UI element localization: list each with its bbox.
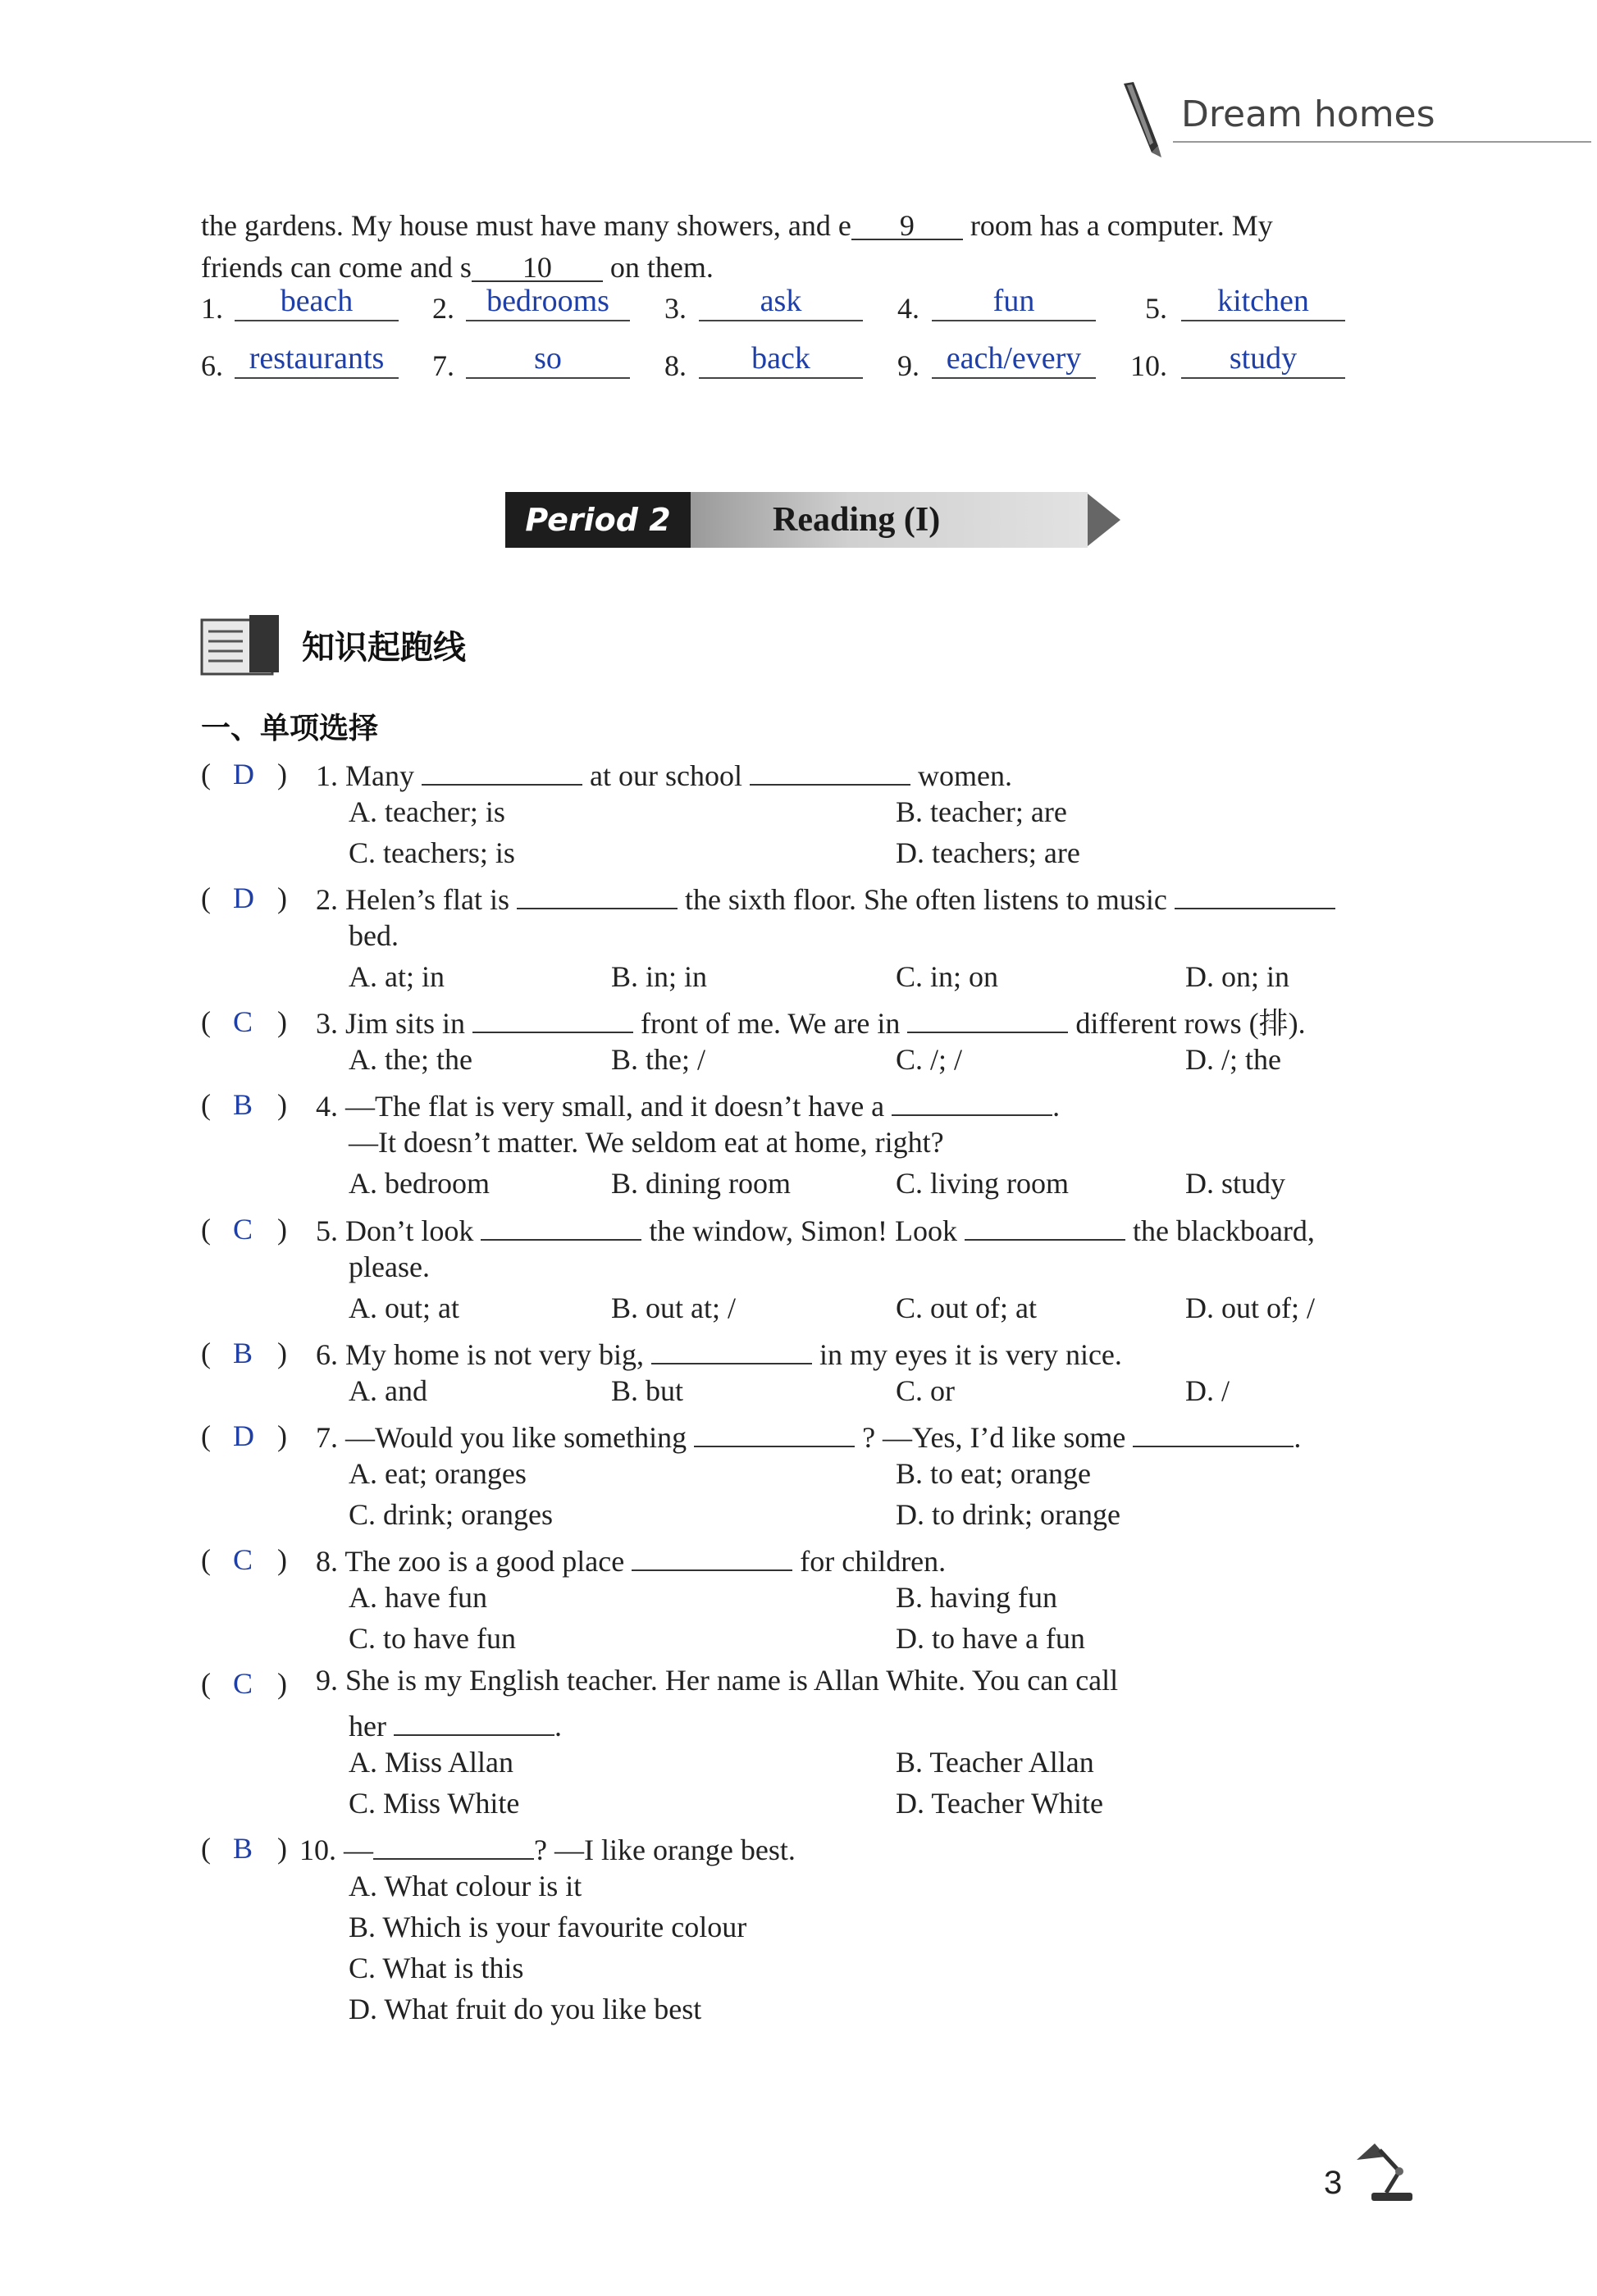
answer-number: 8. — [664, 349, 687, 382]
option: A. Miss Allan — [349, 1746, 514, 1779]
option: B. out at; / — [611, 1292, 736, 1324]
answer-letter: D — [233, 758, 254, 790]
answer-letter: D — [233, 1419, 254, 1452]
question-continuation: —It doesn’t matter. We seldom eat at home, right? — [349, 1126, 944, 1159]
pen-icon — [1116, 80, 1165, 163]
answer-letter: C — [233, 1543, 253, 1576]
question-continuation: please. — [349, 1250, 430, 1283]
option: C. or — [896, 1374, 955, 1407]
passage-text: on them. — [609, 251, 714, 284]
passage-blank-9: 9 — [851, 206, 963, 240]
option: D. What fruit do you like best — [349, 1993, 702, 2025]
question-number: 5. — [316, 1214, 338, 1247]
option: B. Teacher Allan — [896, 1746, 1094, 1779]
answer-blank: study — [1181, 339, 1345, 379]
answer-number: 5. — [1145, 292, 1167, 325]
question-blank — [481, 1206, 641, 1241]
question-blank — [632, 1537, 792, 1571]
answer-letter: C — [233, 1667, 253, 1700]
question-number: 7. — [316, 1421, 338, 1454]
desk-lamp-icon — [1350, 2132, 1424, 2210]
question-blank — [694, 1413, 855, 1447]
answer-blank: restaurants — [235, 339, 399, 379]
question-blank — [517, 875, 678, 909]
answer-blank: so — [466, 339, 630, 379]
answer-blank: beach — [235, 282, 399, 321]
question-number: 6. — [316, 1338, 338, 1371]
period-label: Period 2 — [505, 492, 691, 548]
question-blank — [1133, 1413, 1294, 1447]
answer-letter: B — [233, 1088, 253, 1121]
question-number: 1. — [316, 759, 338, 792]
option: D. /; the — [1185, 1043, 1281, 1076]
question-blank — [892, 1082, 1052, 1116]
section-subheading: 一、单项选择 — [201, 712, 379, 745]
option: C. teachers; is — [349, 836, 515, 869]
option: D. to drink; orange — [896, 1498, 1120, 1531]
answer-number: 10. — [1130, 349, 1167, 382]
option: B. teacher; are — [896, 795, 1067, 828]
option: C. drink; oranges — [349, 1498, 553, 1531]
answer-blank: kitchen — [1181, 282, 1345, 321]
answer-number: 4. — [897, 292, 919, 325]
question-number: 3. — [316, 1007, 338, 1040]
answer-blank: bedrooms — [466, 282, 630, 321]
option: D. study — [1185, 1167, 1286, 1200]
option: D. / — [1185, 1374, 1230, 1407]
answer-letter: B — [233, 1832, 253, 1865]
option: A. the; the — [349, 1043, 472, 1076]
passage-text: friends can come and s — [201, 251, 472, 284]
option: B. Which is your favourite colour — [349, 1911, 747, 1943]
answer-number: 9. — [897, 349, 919, 382]
question-blank — [651, 1330, 812, 1364]
option: B. to eat; orange — [896, 1457, 1091, 1490]
header-rule — [1173, 141, 1591, 143]
option: C. out of; at — [896, 1292, 1037, 1324]
option: B. having fun — [896, 1581, 1057, 1614]
question-blank — [965, 1206, 1125, 1241]
question-number: 2. — [316, 883, 338, 916]
answer-letter: C — [233, 1005, 253, 1038]
period-banner — [505, 492, 1120, 548]
page-number: 3 — [1324, 2165, 1343, 2201]
option: D. teachers; are — [896, 836, 1080, 869]
passage-blank-10: 10 — [472, 248, 603, 282]
question-continuation: bed. — [349, 919, 399, 952]
answer-letter: D — [233, 882, 254, 914]
question-blank — [1175, 875, 1335, 909]
answer-blank: ask — [699, 282, 863, 321]
banner-arrow-icon — [1088, 494, 1120, 546]
option: C. Miss White — [349, 1787, 520, 1820]
section-heading: 知识起跑线 — [302, 629, 466, 667]
answer-blank: each/every — [932, 339, 1096, 379]
option: D. Teacher White — [896, 1787, 1104, 1820]
option: A. and — [349, 1374, 427, 1407]
option: A. bedroom — [349, 1167, 490, 1200]
question-blank — [373, 1825, 534, 1860]
option: A. have fun — [349, 1581, 487, 1614]
answer-number: 3. — [664, 292, 687, 325]
question-number: 8. — [316, 1545, 338, 1578]
option: A. at; in — [349, 960, 445, 993]
answer-number: 7. — [432, 349, 454, 382]
option: A. out; at — [349, 1292, 459, 1324]
book-icon — [200, 613, 282, 681]
answer-blank: fun — [932, 282, 1096, 321]
question-continuation: her — [349, 1710, 386, 1742]
answer-number: 6. — [201, 349, 223, 382]
option: B. dining room — [611, 1167, 792, 1200]
option: C. What is this — [349, 1952, 524, 1984]
passage-line-1 — [201, 206, 1273, 245]
option: B. in; in — [611, 960, 708, 993]
option: C. /; / — [896, 1043, 963, 1076]
question-blank — [907, 999, 1068, 1033]
passage-text: room has a computer. My — [970, 209, 1273, 242]
period-title: Reading (I) — [691, 492, 1088, 548]
option: C. living room — [896, 1167, 1070, 1200]
chapter-title: Dream homes — [1181, 93, 1435, 135]
option: D. on; in — [1185, 960, 1290, 993]
question-number: 10. — [299, 1834, 336, 1866]
question-blank — [394, 1702, 554, 1736]
option: A. teacher; is — [349, 795, 505, 828]
answer-blank: back — [699, 339, 863, 379]
question-blank — [472, 999, 633, 1033]
option: D. out of; / — [1185, 1292, 1315, 1324]
answer-number: 1. — [201, 292, 223, 325]
option: B. the; / — [611, 1043, 705, 1076]
question-blank — [422, 751, 582, 786]
passage-text: the gardens. My house must have many showers, and e — [201, 209, 851, 242]
option: C. to have fun — [349, 1622, 516, 1655]
option: A. eat; oranges — [349, 1457, 527, 1490]
answer-letter: B — [233, 1337, 253, 1369]
answer-letter: C — [233, 1213, 253, 1246]
passage-line-2 — [201, 248, 714, 287]
question-number: 9. — [316, 1664, 338, 1697]
option: B. but — [611, 1374, 684, 1407]
question-blank — [750, 751, 910, 786]
answer-number: 2. — [432, 292, 454, 325]
question-number: 4. — [316, 1090, 338, 1123]
option: C. in; on — [896, 960, 999, 993]
option: D. to have a fun — [896, 1622, 1085, 1655]
option: A. What colour is it — [349, 1870, 582, 1902]
